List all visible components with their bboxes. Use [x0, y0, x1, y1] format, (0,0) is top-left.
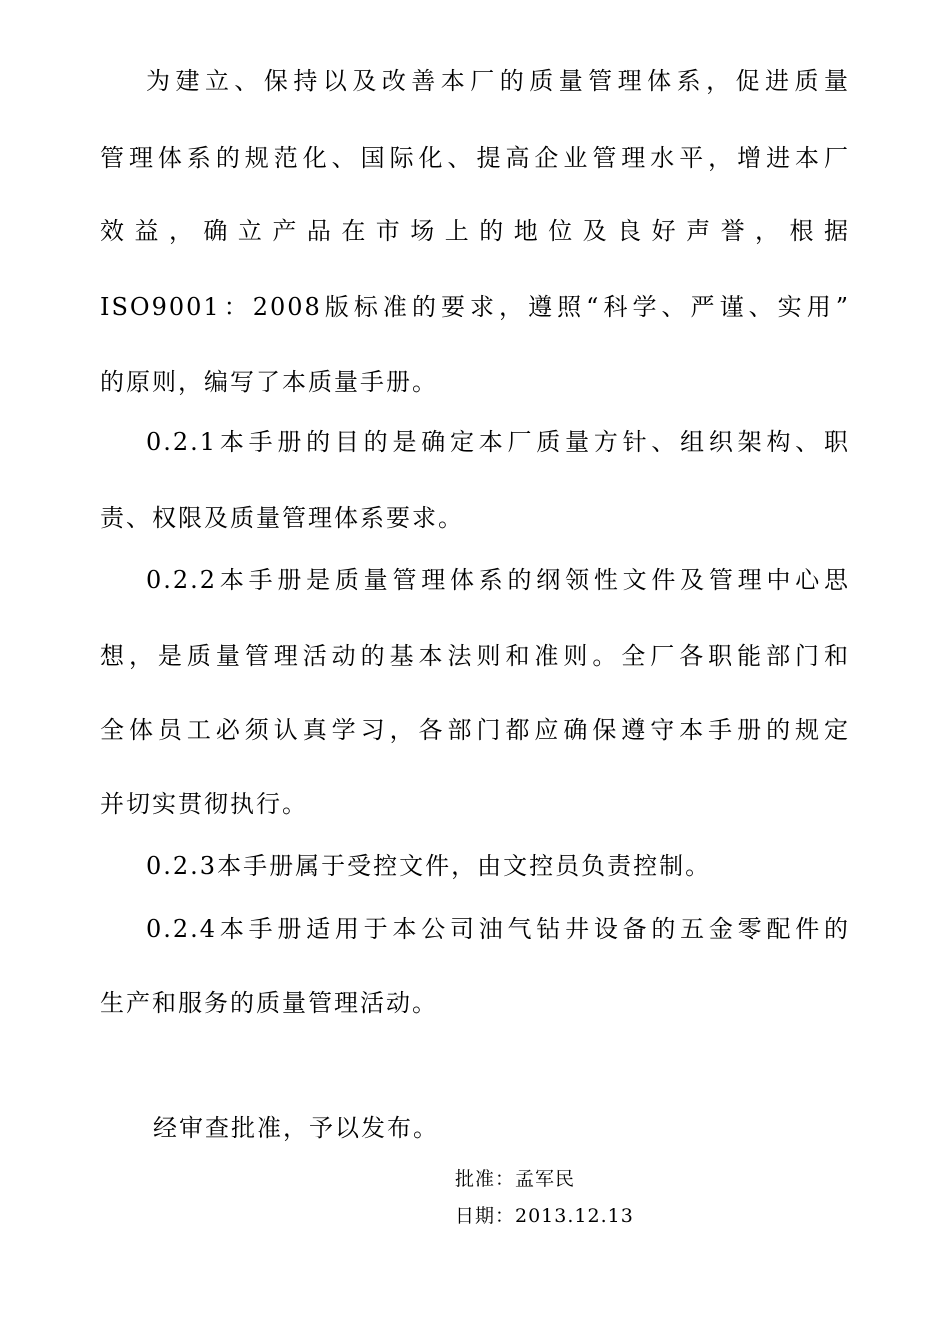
item-022-line-2: 想，是质量管理活动的基本法则和准则。全厂各职能部门和 [100, 642, 850, 670]
item-023-line-1: 0.2.3本手册属于受控文件，由文控员负责控制。 [146, 852, 712, 880]
item-022-line-3: 全体员工必须认真学习，各部门都应确保遵守本手册的规定 [100, 716, 850, 744]
intro-line-2: 管理体系的规范化、国际化、提高企业管理水平，增进本厂 [100, 144, 850, 172]
date-line: 日期：2013.12.13 [455, 1205, 634, 1227]
approver-line: 批准：孟军民 [455, 1168, 576, 1190]
item-024-line-1: 0.2.4本手册适用于本公司油气钻井设备的五金零配件的 [146, 915, 850, 943]
item-022-line-4: 并切实贯彻执行。 [100, 790, 308, 818]
intro-line-4: ISO9001：2008版标准的要求，遵照“科学、严谨、实用” [100, 293, 850, 321]
approval-statement: 经审查批准，予以发布。 [153, 1114, 439, 1142]
item-024-line-2: 生产和服务的质量管理活动。 [100, 989, 438, 1017]
item-021-line-1: 0.2.1本手册的目的是确定本厂质量方针、组织架构、职 [146, 428, 850, 456]
intro-line-5: 的原则，编写了本质量手册。 [100, 368, 438, 396]
intro-line-3: 效益，确立产品在市场上的地位及良好声誉，根据 [100, 217, 850, 245]
item-022-line-1: 0.2.2本手册是质量管理体系的纲领性文件及管理中心思 [146, 566, 850, 594]
item-021-line-2: 责、权限及质量管理体系要求。 [100, 504, 464, 532]
intro-line-1: 为建立、保持以及改善本厂的质量管理体系，促进质量 [146, 67, 850, 95]
